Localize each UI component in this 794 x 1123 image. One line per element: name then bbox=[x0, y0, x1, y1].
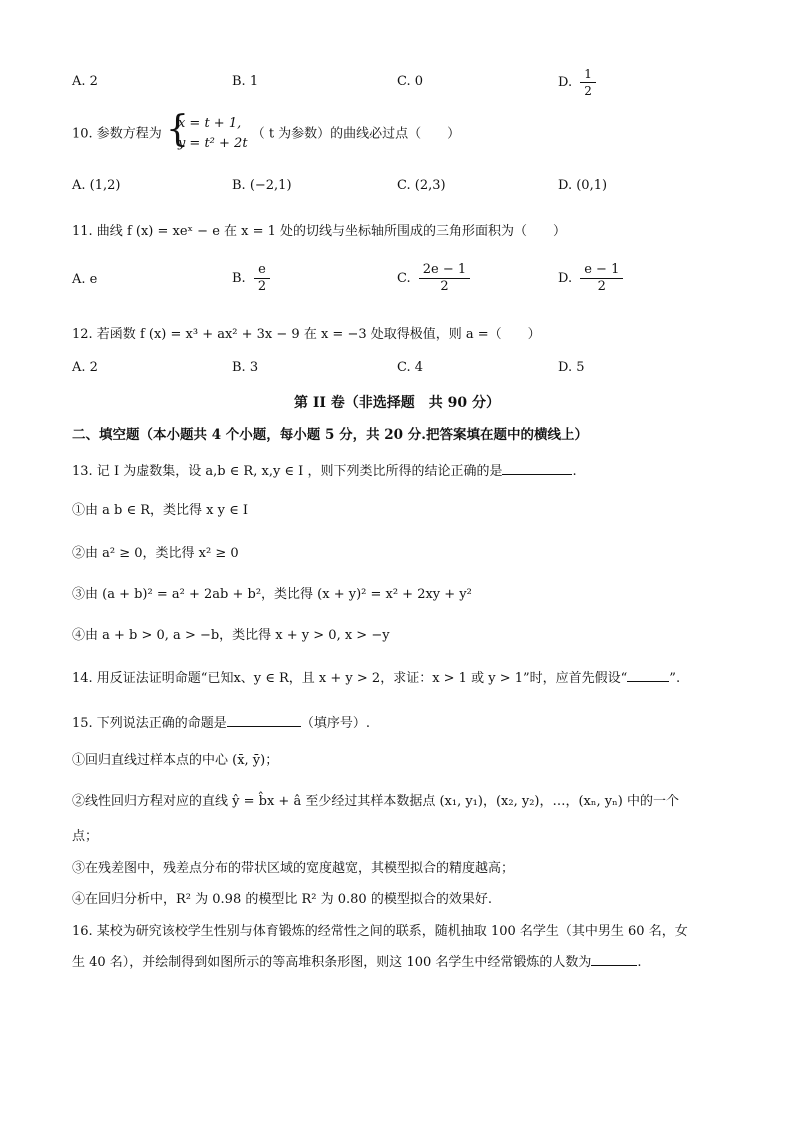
q11-options bbox=[72, 262, 712, 302]
q10-option-b: B. (−2,1) bbox=[232, 178, 292, 193]
q15-item-4: ④在回归分析中，R² 为 0.98 的模型比 R² 为 0.80 的模型拟合的效果好. bbox=[72, 892, 492, 907]
q15-item-2-continued: 点； bbox=[72, 829, 99, 844]
q11-option-b: B. $\frac{e}{2}$ bbox=[232, 262, 270, 295]
q12-option-b: B. 3 bbox=[232, 360, 259, 375]
q11-option-b-fraction: $\frac{e}{2}$ bbox=[254, 262, 270, 295]
q9-option-d: D. $\frac{1}{2}$ bbox=[558, 66, 596, 99]
q15-item-3: ③在残差图中，残差点分布的带状区域的宽度越宽，其模型拟合的精度越高； bbox=[72, 861, 515, 876]
q15-item-2: ②线性回归方程对应的直线 ŷ = b̂x + â 至少经过其样本数据点 (x₁, y₁)，(x₂, y₂)，…，(xₙ, yₙ) 中的一个 bbox=[72, 794, 679, 809]
q11-option-a: A. e bbox=[72, 272, 98, 287]
q12-options bbox=[72, 360, 712, 386]
q16-line-1: 16. 某校为研究该校学生性别与体育锻炼的经常性之间的联系，随机抽取 100 名学生（其中男生 60 名，女 bbox=[72, 924, 688, 939]
part2-title: 第 II 卷（非选择题 共 90 分） bbox=[293, 395, 501, 411]
q9-option-a: A. 2 bbox=[72, 74, 98, 89]
q9-option-b: B. 1 bbox=[232, 74, 259, 89]
q9-option-d-fraction: $\frac{1}{2}$ bbox=[580, 66, 596, 99]
brace-icon: { bbox=[165, 109, 189, 150]
q13-answer-blank bbox=[502, 462, 572, 475]
q11-option-c: C. $\frac{2e - 1}{2}$ bbox=[397, 262, 470, 295]
q15-answer-blank bbox=[227, 714, 301, 727]
q14-stem: 14. 用反证法证明命题“已知x、y ∈ R，且 x + y > 2，求证：x > 1 或 y > 1”时，应首先假设“ ”. bbox=[72, 671, 681, 686]
q10-equation-system: { x = t + 1, y = t² + 2t bbox=[165, 109, 248, 151]
q16-line-2: 生 40 名），并绘制得到如图所示的等高堆积条形图，则这 100 名学生中经常锻炼的人数为 . bbox=[72, 955, 642, 970]
q12-option-c: C. 4 bbox=[397, 360, 424, 375]
q15-item-1: ①回归直线过样本点的中心 (x̄, ȳ)； bbox=[72, 753, 279, 768]
q13-item-4: ④由 a + b > 0, a > −b，类比得 x + y > 0, x > −y bbox=[72, 628, 390, 643]
q15-stem: 15. 下列说法正确的命题是 （填序号）. bbox=[72, 716, 370, 731]
q13-stem: 13. 记 I 为虚数集，设 a,b ∈ R, x,y ∈ I ，则下列类比所得的结论正确的是 . bbox=[72, 464, 577, 479]
q11-option-c-fraction: $\frac{2e - 1}{2}$ bbox=[419, 262, 470, 295]
q10-option-a: A. (1,2) bbox=[72, 178, 121, 193]
q10-option-c: C. (2,3) bbox=[397, 178, 446, 193]
q12-stem: 12. 若函数 f (x) = x³ + ax² + 3x − 9 在 x = −3 处取得极值，则 a =（ ） bbox=[72, 327, 541, 342]
q13-item-2: ②由 a² ≥ 0，类比得 x² ≥ 0 bbox=[72, 546, 239, 561]
q13-item-3: ③由 (a + b)² = a² + 2ab + b²，类比得 (x + y)² = x² + 2xy + y² bbox=[72, 587, 472, 602]
q9-options bbox=[72, 67, 712, 100]
q9-option-c: C. 0 bbox=[397, 74, 424, 89]
q11-stem: 11. 曲线 f (x) = xeˣ − e 在 x = 1 处的切线与坐标轴所围成的三角形面积为（ ） bbox=[72, 224, 567, 239]
q10-options bbox=[72, 178, 712, 204]
q16-answer-blank bbox=[591, 953, 637, 966]
q12-option-a: A. 2 bbox=[72, 360, 98, 375]
q10-stem: 10. 参数方程为 { x = t + 1, y = t² + 2t （ t 为参数）的曲线必过点（ ） bbox=[72, 114, 460, 154]
section2-title: 二、填空题（本小题共 4 个小题，每小题 5 分，共 20 分.把答案填在题中的横线上） bbox=[72, 427, 588, 443]
q12-option-d: D. 5 bbox=[558, 360, 585, 375]
q10-option-d: D. (0,1) bbox=[558, 178, 608, 193]
q11-option-d-fraction: $\frac{e - 1}{2}$ bbox=[580, 262, 623, 295]
q13-item-1: ①由 a b ∈ R，类比得 x y ∈ I bbox=[72, 503, 248, 518]
q11-option-d: D. $\frac{e - 1}{2}$ bbox=[558, 262, 623, 295]
q14-answer-blank bbox=[627, 669, 669, 682]
